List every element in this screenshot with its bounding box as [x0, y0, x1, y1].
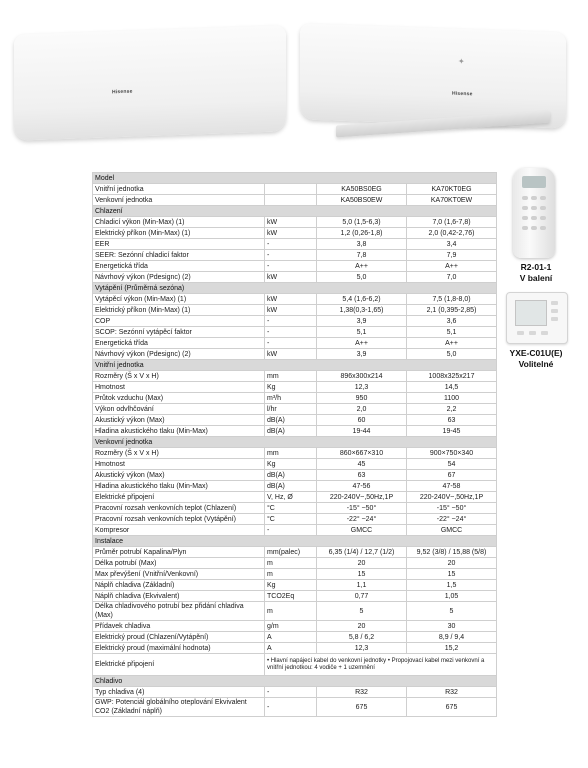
table-row: [93, 492, 497, 503]
spec-label: SEER: Sezónní chladicí faktor: [93, 250, 265, 261]
table-row: [93, 250, 497, 261]
spec-unit: mm: [265, 371, 317, 382]
table-row: [93, 621, 497, 632]
spec-value-model-2: 7,0: [407, 272, 497, 283]
spec-label: Hmotnost: [93, 382, 265, 393]
table-row: [93, 217, 497, 228]
spec-label: Návrhový výkon (Pdesignc) (2): [93, 272, 265, 283]
remote-button: [540, 216, 546, 220]
spec-label: Délka potrubí (Max): [93, 558, 265, 569]
table-row: [93, 448, 497, 459]
spec-label: Hladina akustického tlaku (Min-Max): [93, 426, 265, 437]
spec-unit: mm: [265, 448, 317, 459]
spec-unit: -: [265, 338, 317, 349]
spec-value-model-2: 1,5: [407, 580, 497, 591]
section-title: Vytápění (Průměrná sezóna): [93, 283, 497, 294]
spec-unit: m: [265, 602, 317, 621]
spec-label: Náplň chladiva (Základní): [93, 580, 265, 591]
spec-unit: g/m: [265, 621, 317, 632]
spec-table: [92, 172, 497, 717]
table-row: [93, 514, 497, 525]
spec-value-model-1: 5,0: [317, 272, 407, 283]
remote-button: [540, 196, 546, 200]
spec-unit: -: [265, 261, 317, 272]
spec-value-model-1: 7,8: [317, 250, 407, 261]
spec-value-model-2: 47-58: [407, 481, 497, 492]
spec-value-model-2: 2,1 (0,395-2,85): [407, 305, 497, 316]
spec-value-model-2: 1008x325x217: [407, 371, 497, 382]
table-row: [93, 503, 497, 514]
spec-value-model-1: 896x300x214: [317, 371, 407, 382]
table-row: [93, 602, 497, 621]
spec-value-model-1: 12,3: [317, 643, 407, 654]
table-row: [93, 525, 497, 536]
controller-button: [551, 317, 558, 321]
spec-value-model-2: A++: [407, 338, 497, 349]
spec-value-model-2: 7,5 (1,8-8,0): [407, 294, 497, 305]
spec-value-model-2: A++: [407, 261, 497, 272]
controller-button: [529, 331, 536, 335]
table-row: [93, 272, 497, 283]
table-row: [93, 415, 497, 426]
spec-label: Hmotnost: [93, 459, 265, 470]
table-row: [93, 316, 497, 327]
section-title: Chladivo: [93, 676, 497, 687]
spec-unit: -: [265, 687, 317, 698]
remote-button: [531, 216, 537, 220]
spec-value-model-2: 63: [407, 415, 497, 426]
spec-label: Chladicí výkon (Min-Max) (1): [93, 217, 265, 228]
table-row: [93, 305, 497, 316]
spec-label: Typ chladiva (4): [93, 687, 265, 698]
table-row: [93, 654, 497, 676]
wired-controller-image: [506, 292, 568, 344]
spec-value-model-2: 5,1: [407, 327, 497, 338]
section-header-row: [93, 173, 497, 184]
standard-remote-caption: [496, 262, 576, 284]
spec-value-model-2: -22° ~24°: [407, 514, 497, 525]
spec-unit: kW: [265, 217, 317, 228]
spec-value-model-2: 2,2: [407, 404, 497, 415]
spec-value-model-1: -22° ~24°: [317, 514, 407, 525]
spec-value-model-2: 8,9 / 9,4: [407, 632, 497, 643]
spec-unit: kW: [265, 305, 317, 316]
spec-unit: A: [265, 643, 317, 654]
spec-label: Elektrický příkon (Min-Max) (1): [93, 228, 265, 239]
table-row: [93, 470, 497, 481]
spec-unit: A: [265, 632, 317, 643]
spec-value-model-2: R32: [407, 687, 497, 698]
controller-button: [551, 301, 558, 305]
remote-button: [540, 206, 546, 210]
spec-value-model-1: 12,3: [317, 382, 407, 393]
spec-unit: m: [265, 558, 317, 569]
spec-value-model-2: 5,0: [407, 349, 497, 360]
spec-value-model-1: 5,4 (1,6-6,2): [317, 294, 407, 305]
spec-label: Elektrický proud (Chlazení/Vytápění): [93, 632, 265, 643]
spec-value-model-1: 15: [317, 569, 407, 580]
optional-remote-caption: [496, 348, 576, 370]
spec-unit: V, Hz, Ø: [265, 492, 317, 503]
spec-unit: mm(palec): [265, 547, 317, 558]
spec-label: Rozměry (Š x V x H): [93, 371, 265, 382]
table-row: [93, 294, 497, 305]
spec-value-model-2: 900×750×340: [407, 448, 497, 459]
spec-label: Průměr potrubí Kapalina/Plyn: [93, 547, 265, 558]
spec-value-model-2: -15° ~50°: [407, 503, 497, 514]
spec-unit: °C: [265, 514, 317, 525]
spec-value-model-2: 14,5: [407, 382, 497, 393]
spec-label: Náplň chladiva (Ekvivalent): [93, 591, 265, 602]
spec-unit: -: [265, 525, 317, 536]
table-row: [93, 382, 497, 393]
remote-button: [540, 226, 546, 230]
table-row: [93, 349, 497, 360]
spec-value-model-2: KA70KT0EG: [407, 184, 497, 195]
spec-value-model-1: 3,8: [317, 239, 407, 250]
spec-unit: l/hr: [265, 404, 317, 415]
spec-label: EER: [93, 239, 265, 250]
table-row: [93, 580, 497, 591]
spec-value-model-1: 6,35 (1/4) / 12,7 (1/2): [317, 547, 407, 558]
spec-value-model-2: GMCC: [407, 525, 497, 536]
spec-label: Návrhový výkon (Pdesignc) (2): [93, 349, 265, 360]
spec-value-model-1: 20: [317, 621, 407, 632]
section-header-row: [93, 283, 497, 294]
spec-label: COP: [93, 316, 265, 327]
section-title: Vnitřní jednotka: [93, 360, 497, 371]
spec-label: Elektrický příkon (Min-Max) (1): [93, 305, 265, 316]
remote-button: [522, 196, 528, 200]
section-header-row: [93, 676, 497, 687]
controller-button: [551, 309, 558, 313]
spec-value-model-1: 1,1: [317, 580, 407, 591]
spec-unit: kW: [265, 228, 317, 239]
spec-unit: dB(A): [265, 426, 317, 437]
spec-value-model-1: 675: [317, 698, 407, 717]
spec-value-model-1: 950: [317, 393, 407, 404]
optional-remote-model: YXE-C01U(E): [509, 348, 563, 358]
spec-label: Elektrické připojení: [93, 492, 265, 503]
spec-unit: TCO2Eq: [265, 591, 317, 602]
spec-label: Vytápěcí výkon (Min-Max) (1): [93, 294, 265, 305]
spec-value-model-1: 3,9: [317, 316, 407, 327]
remote-display: [522, 176, 546, 188]
spec-value-model-1: 1,38(0,3-1,65): [317, 305, 407, 316]
spec-value-model-1: 3,9: [317, 349, 407, 360]
section-header-row: [93, 206, 497, 217]
spec-label: Akustický výkon (Max): [93, 470, 265, 481]
spec-value-model-1: 2,0: [317, 404, 407, 415]
spec-value-model-1: 5,8 / 6,2: [317, 632, 407, 643]
spec-label: Max převýšení (Vnitřní/Venkovní): [93, 569, 265, 580]
spec-label: Elektrické připojení: [93, 654, 265, 676]
spec-value-model-2: 1,05: [407, 591, 497, 602]
spec-value-model-2: 3,6: [407, 316, 497, 327]
section-header-row: [93, 437, 497, 448]
table-row: [93, 195, 497, 206]
spec-value-model-1: -15° ~50°: [317, 503, 407, 514]
spec-value-model-1: 5,0 (1,5-6,3): [317, 217, 407, 228]
indoor-unit-image-small: [14, 25, 286, 140]
table-row: [93, 426, 497, 437]
table-row: [93, 698, 497, 717]
table-row: [93, 371, 497, 382]
wifi-mark-icon: ✦: [458, 56, 465, 67]
spec-value-model-2: 30: [407, 621, 497, 632]
remote-button: [522, 216, 528, 220]
spec-label: Kompresor: [93, 525, 265, 536]
spec-label: Vnitřní jednotka: [93, 184, 265, 195]
spec-value-model-2: 20: [407, 558, 497, 569]
spec-label: Výkon odvlhčování: [93, 404, 265, 415]
spec-label: Pracovní rozsah venkovních teplot (Chlazení): [93, 503, 265, 514]
table-row: [93, 338, 497, 349]
spec-value-model-1: 860×667×310: [317, 448, 407, 459]
spec-value-model-1: 1,2 (0,26-1,8): [317, 228, 407, 239]
optional-remote-note: Volitelné: [518, 359, 554, 369]
spec-label: SCOP: Sezónní vytápěcí faktor: [93, 327, 265, 338]
spec-label: Energetická třída: [93, 338, 265, 349]
spec-value-model-2: 15: [407, 569, 497, 580]
spec-value-model-1: 0,77: [317, 591, 407, 602]
spec-unit: [265, 184, 317, 195]
spec-unit: kW: [265, 294, 317, 305]
table-row: [93, 184, 497, 195]
section-title: Venkovní jednotka: [93, 437, 497, 448]
table-row: [93, 261, 497, 272]
spec-value-model-1: 45: [317, 459, 407, 470]
spec-label: Průtok vzduchu (Max): [93, 393, 265, 404]
spec-value-model-1: 5: [317, 602, 407, 621]
spec-unit: Kg: [265, 459, 317, 470]
spec-value-model-1: 47-56: [317, 481, 407, 492]
section-header-row: [93, 360, 497, 371]
controller-button: [541, 331, 548, 335]
spec-value-model-2: 9,52 (3/8) / 15,88 (5/8): [407, 547, 497, 558]
spec-value-model-2: 54: [407, 459, 497, 470]
spec-unit: dB(A): [265, 481, 317, 492]
section-title: Instalace: [93, 536, 497, 547]
spec-value-model-1: GMCC: [317, 525, 407, 536]
spec-value-model-1: 63: [317, 470, 407, 481]
controller-button: [517, 331, 524, 335]
section-title: Chlazení: [93, 206, 497, 217]
spec-unit: dB(A): [265, 415, 317, 426]
remote-button: [522, 206, 528, 210]
spec-value-model-2: 7,0 (1,6-7,8): [407, 217, 497, 228]
standard-remote-note: V balení: [519, 273, 553, 283]
spec-value-model-2: 3,4: [407, 239, 497, 250]
spec-value-model-2: 15,2: [407, 643, 497, 654]
spec-value-model-1: 60: [317, 415, 407, 426]
spec-label: Elektrický proud (maximální hodnota): [93, 643, 265, 654]
spec-value-model-2: 1100: [407, 393, 497, 404]
spec-label: Energetická třída: [93, 261, 265, 272]
spec-unit: °C: [265, 503, 317, 514]
spec-label: Hladina akustického tlaku (Min-Max): [93, 481, 265, 492]
standard-remote-model: R2-01-1: [520, 262, 552, 272]
table-row: [93, 687, 497, 698]
spec-label: Pracovní rozsah venkovních teplot (Vytápění): [93, 514, 265, 525]
spec-value-model-2: 675: [407, 698, 497, 717]
spec-value-model-1: R32: [317, 687, 407, 698]
spec-value-model-1: KA50BS0EW: [317, 195, 407, 206]
table-row: [93, 547, 497, 558]
spec-value-model-1: 20: [317, 558, 407, 569]
spec-value-model-2: 5: [407, 602, 497, 621]
spec-unit: kW: [265, 272, 317, 283]
spec-value-model-1: 5,1: [317, 327, 407, 338]
spec-label: Venkovní jednotka: [93, 195, 265, 206]
spec-unit: -: [265, 327, 317, 338]
table-row: [93, 459, 497, 470]
remote-button: [531, 196, 537, 200]
table-row: [93, 632, 497, 643]
table-row: [93, 591, 497, 602]
spec-value-model-2: 67: [407, 470, 497, 481]
section-title: Model: [93, 173, 497, 184]
spec-unit: -: [265, 316, 317, 327]
remote-button: [531, 206, 537, 210]
spec-note: • Hlavní napájecí kabel do venkovní jednotky • Propojovací kabel mezi venkovní a vnitřní jednotkou: 4 vodiče + 1 uzemnění: [265, 654, 497, 676]
spec-unit: dB(A): [265, 470, 317, 481]
spec-unit: m³/h: [265, 393, 317, 404]
section-header-row: [93, 536, 497, 547]
spec-label: Akustický výkon (Max): [93, 415, 265, 426]
standard-remote-image: [513, 168, 555, 258]
table-row: [93, 569, 497, 580]
spec-label: GWP: Potenciál globálního oteplování Ekvivalent CO2 (Základní náplň): [93, 698, 265, 717]
spec-value-model-1: KA50BS0EG: [317, 184, 407, 195]
table-row: [93, 404, 497, 415]
spec-value-model-1: A++: [317, 261, 407, 272]
spec-value-model-2: 19-45: [407, 426, 497, 437]
spec-value-model-2: 2,0 (0,42-2,76): [407, 228, 497, 239]
spec-label: Délka chladivového potrubí bez přidání chladiva (Max): [93, 602, 265, 621]
table-row: [93, 393, 497, 404]
table-row: [93, 558, 497, 569]
brand-logo: Hisense: [452, 90, 473, 98]
spec-label: Rozměry (Š x V x H): [93, 448, 265, 459]
remote-button: [531, 226, 537, 230]
spec-value-model-2: 220-240V~,50Hz,1P: [407, 492, 497, 503]
spec-value-model-1: 220-240V~,50Hz,1P: [317, 492, 407, 503]
controller-display: [515, 300, 547, 326]
spec-value-model-1: A++: [317, 338, 407, 349]
brand-logo: Hisense: [112, 88, 133, 96]
spec-unit: Kg: [265, 382, 317, 393]
spec-unit: -: [265, 239, 317, 250]
spec-unit: [265, 195, 317, 206]
table-row: [93, 643, 497, 654]
spec-unit: -: [265, 250, 317, 261]
spec-unit: m: [265, 569, 317, 580]
spec-value-model-2: 7,9: [407, 250, 497, 261]
table-row: [93, 228, 497, 239]
spec-value-model-2: KA70KT0EW: [407, 195, 497, 206]
spec-unit: -: [265, 698, 317, 717]
spec-unit: Kg: [265, 580, 317, 591]
spec-label: Přídavek chladiva: [93, 621, 265, 632]
remote-button: [522, 226, 528, 230]
spec-value-model-1: 19-44: [317, 426, 407, 437]
table-row: [93, 481, 497, 492]
spec-unit: kW: [265, 349, 317, 360]
table-row: [93, 327, 497, 338]
table-row: [93, 239, 497, 250]
